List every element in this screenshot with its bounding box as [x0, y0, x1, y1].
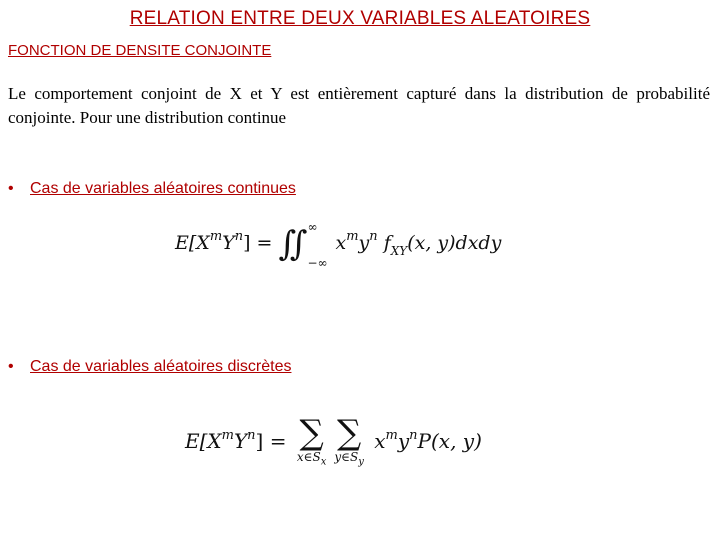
term-x: x [335, 232, 347, 254]
term-x: x [374, 429, 386, 454]
formula-y: Y [222, 232, 235, 254]
bullet-continuous [8, 180, 296, 198]
double-integral-sign: ∬ [278, 224, 308, 264]
formula-close: ] = [243, 232, 273, 254]
density-subscript: XY [390, 244, 408, 258]
upper-limit: ∞ [307, 220, 318, 234]
formula-y: Y [233, 429, 248, 454]
sum-sign: ∑ [336, 413, 362, 453]
probability-term: P(x, y) [417, 429, 482, 454]
sum-sign: ∑ [299, 413, 324, 453]
sum-over-x [296, 413, 327, 469]
integral-limits [307, 220, 329, 270]
formula-lhs: E[X [175, 232, 210, 254]
lower-limit: −∞ [307, 256, 328, 270]
formula-continuous [175, 222, 501, 282]
section-subtitle: FONCTION DE DENSITE CONJOINTE [8, 42, 272, 59]
term-y: y [358, 232, 370, 254]
formula-discrete [185, 413, 482, 486]
limit-y-sub: y [358, 456, 364, 468]
bullet-marker: • [8, 358, 14, 375]
bullet-text: Cas de variables aléatoires discrètes [30, 358, 292, 375]
slide-title: RELATION ENTRE DEUX VARIABLES ALEATOIRES [129, 8, 591, 29]
intro-paragraph: Le comportement conjoint de X et Y est entièrement capturé dans la distribution de probabilité conjointe. Pour une distribution continue [8, 84, 710, 127]
exponent-m: m [221, 428, 234, 444]
formula-lhs: E[X [185, 429, 222, 454]
bullet-text: Cas de variables aléatoires continues [30, 180, 296, 197]
term-y: y [397, 429, 410, 454]
density-args: (x, y)dxdy [407, 232, 502, 254]
term-exponent-n: n [409, 428, 418, 444]
term-exponent-n: n [369, 229, 378, 244]
exponent-m: m [209, 229, 223, 244]
bullet-marker: • [8, 180, 14, 197]
sum-limit-y [334, 450, 364, 469]
limit-y-text: y∈S [334, 450, 359, 464]
term-exponent-m: m [346, 229, 359, 244]
term-exponent-m: m [385, 428, 398, 444]
sum-over-y [334, 413, 364, 469]
exponent-n: n [234, 229, 244, 244]
limit-x-text: x∈S [296, 450, 321, 464]
exponent-n: n [247, 428, 256, 444]
bullet-discrete [8, 358, 291, 376]
formula-close: ] = [255, 429, 287, 454]
density-f: f [383, 232, 391, 254]
sum-limit-x [297, 450, 327, 469]
limit-x-sub: x [320, 456, 327, 468]
